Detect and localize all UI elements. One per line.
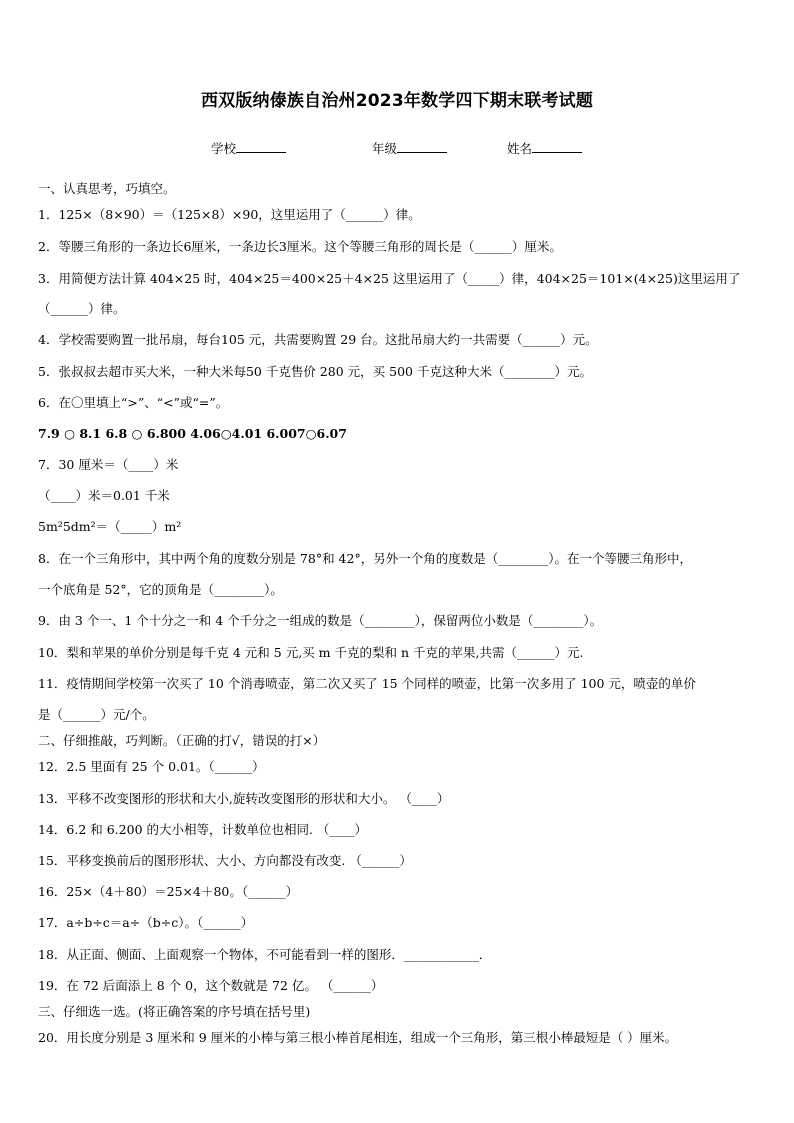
question-line: 18．从正面、侧面、上面观察一个物体，不可能看到一样的图形．____________．	[38, 947, 492, 962]
question-line: 1．125×（8×90）＝（125×8）×90，这里运用了（______）律。	[38, 207, 421, 222]
name-field	[507, 139, 582, 157]
grade-blank	[397, 139, 447, 153]
school-field	[211, 139, 286, 157]
school-blank	[236, 139, 286, 153]
page-title: 西双版纳傣族自治州2023年数学四下期末联考试题	[200, 91, 594, 111]
question-line: 15．平移变换前后的图形形状、大小、方向都没有改变. （______）	[38, 853, 412, 868]
compare-row: 7.9 ○ 8.1 6.8 ○ 6.800 4.06○4.01 6.007○6.07	[38, 426, 347, 441]
question-line: 14．6.2 和 6.200 的大小相等，计数单位也相同. （____）	[38, 822, 367, 837]
question-line: 3．用简便方法计算 404×25 时，404×25＝400×25＋4×25 这里运用了（_____）律，404×25＝101×(4×25)这里运用了	[38, 271, 741, 286]
question-line: （____）米＝0.01 千米	[38, 488, 170, 503]
question-line: 10．梨和苹果的单价分别是每千克 4 元和 5 元,买 m 千克的梨和 n 千克的苹果,共需（______）元.	[38, 645, 584, 660]
school-label: 学校	[211, 141, 237, 156]
section-heading-1: 一、认真思考，巧填空。	[38, 181, 176, 196]
name-blank	[532, 139, 582, 153]
section-heading-3: 三、仔细选一选。(将正确答案的序号填在括号里)	[38, 1004, 311, 1019]
grade-field	[372, 139, 447, 157]
question-line: （______）律。	[38, 301, 126, 316]
question-line: 5m²5dm²＝（_____）m²	[38, 519, 182, 534]
question-line: 8．在一个三角形中，其中两个角的度数分别是 78°和 42°，另外一个角的度数是（________）。在一个等腰三角形中，	[38, 551, 692, 566]
question-line: 4．学校需要购置一批吊扇，每台105 元，共需要购置 29 台。这批吊扇大约一共需要（______）元。	[38, 332, 598, 347]
question-line: 2．等腰三角形的一条边长6厘米，一条边长3厘米。这个等腰三角形的周长是（______）厘米。	[38, 239, 562, 254]
question-line: 是（______）元/个。	[38, 707, 155, 722]
name-label: 姓名	[507, 141, 533, 156]
question-line: 17．a÷b÷c＝a÷（b÷c）。（______）	[38, 915, 254, 930]
question-line: 一个底角是 52°，它的顶角是（________）。	[38, 582, 283, 597]
question-line: 20．用长度分别是 3 厘米和 9 厘米的小棒与第三根小棒首尾相连，组成一个三角形，第三根小棒最短是（ ）厘米。	[38, 1030, 678, 1045]
grade-label: 年级	[372, 141, 398, 156]
question-line: 16．25×（4＋80）＝25×4＋80。（______）	[38, 884, 299, 899]
question-line: 12．2.5 里面有 25 个 0.01。（______）	[38, 759, 265, 774]
question-line: 11．疫情期间学校第一次买了 10 个消毒喷壶，第二次又买了 15 个同样的喷壶，比第一次多用了 100 元，喷壶的单价	[38, 676, 696, 691]
question-line: 7．30 厘米＝（____）米	[38, 457, 179, 472]
question-line: 5．张叔叔去超市买大米，一种大米每50 千克售价 280 元，买 500 千克这种大米（________）元。	[38, 364, 592, 379]
question-line: 6．在〇里填上“>”、“<”或“=”。	[38, 395, 229, 410]
question-line: 13．平移不改变图形的形状和大小,旋转改变图形的形状和大小。 （____）	[38, 791, 450, 806]
question-line: 19．在 72 后面添上 8 个 0，这个数就是 72 亿。 （______）	[38, 978, 384, 993]
student-info-row	[0, 139, 794, 159]
question-line: 9．由 3 个一、1 个十分之一和 4 个千分之一组成的数是（________），保留两位小数是（________）。	[38, 613, 603, 628]
section-heading-2: 二、仔细推敲，巧判断。（正确的打√，错误的打×）	[38, 733, 326, 748]
